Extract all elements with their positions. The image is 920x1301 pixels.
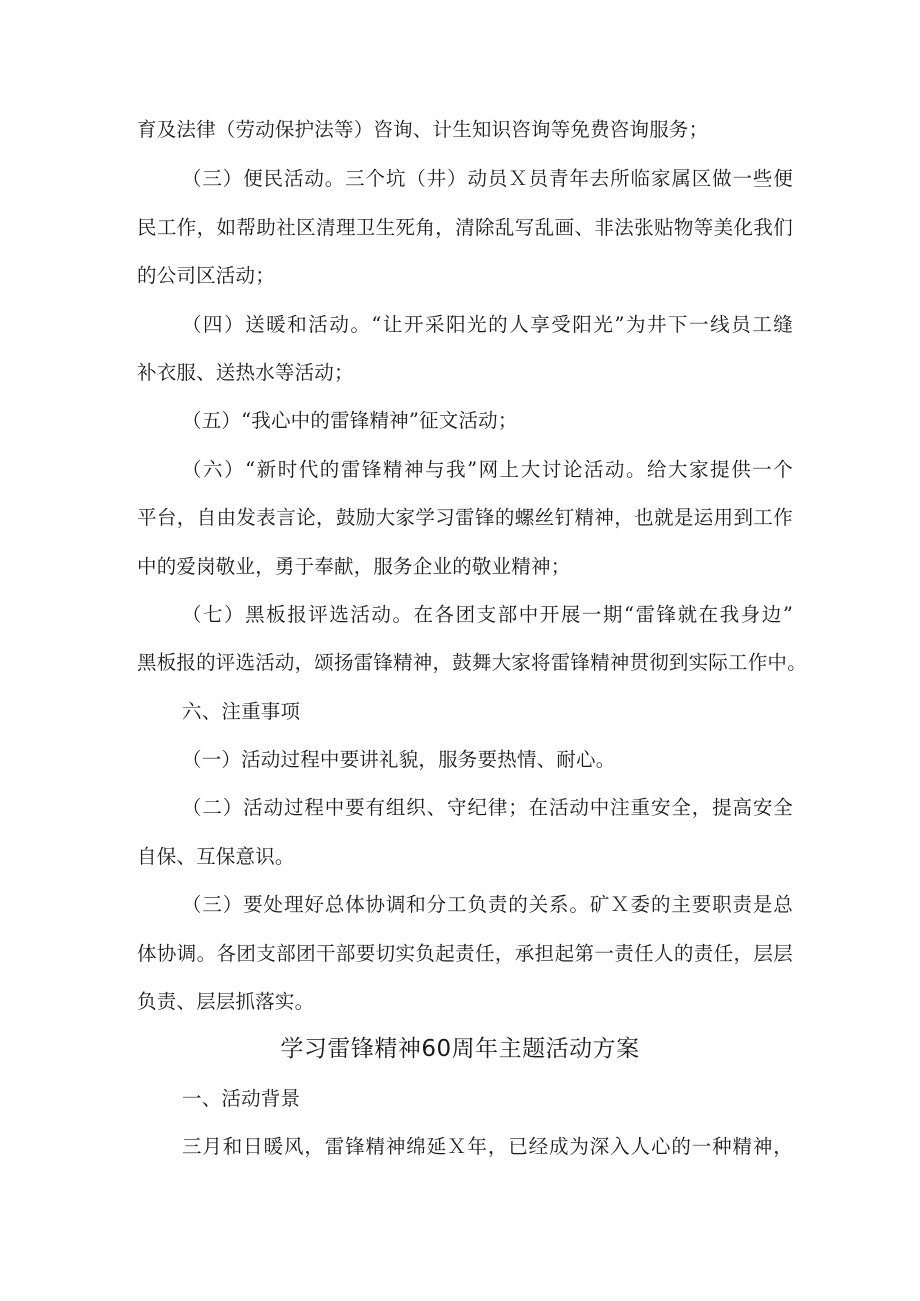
paragraph-line: 中的爱岗敬业，勇于奉献，服务企业的敬业精神； <box>137 555 571 578</box>
paragraph-line: （六）“新时代的雷锋精神与我”网上大讨论活动。给大家提供一个 <box>182 458 793 481</box>
paragraph-line: 负责、层层抓落实。 <box>137 990 315 1013</box>
paragraph-line: （二）活动过程中要有组织、守纪律；在活动中注重安全，提高安全 <box>182 796 793 819</box>
paragraph-line: 三月和日暖风，雷锋精神绵延Ｘ年，已经成为深入人心的一种精神， <box>182 1135 793 1158</box>
paragraph-line: 民工作，如帮助社区清理卫生死角，清除乱写乱画、非法张贴物等美化我们 <box>137 216 793 239</box>
section-heading: 一、活动背景 <box>182 1087 301 1110</box>
paragraph-line: 补衣服、送热水等活动； <box>137 361 354 384</box>
paragraph-line: （三）便民活动。三个坑（井）动员Ｘ员青年去所临家属区做一些便 <box>182 167 793 190</box>
paragraph-line: 平台，自由发表言论，鼓励大家学习雷锋的螺丝钉精神，也就是运用到工作 <box>137 506 793 529</box>
paragraph-line: （一）活动过程中要讲礼貌，服务要热情、耐心。 <box>182 748 616 771</box>
paragraph-line: 体协调。各团支部团干部要切实负起责任，承担起第一责任人的责任，层层 <box>137 942 793 965</box>
paragraph-line: （四）送暖和活动。“让开采阳光的人享受阳光”为井下一线员工缝 <box>182 313 793 336</box>
paragraph-line: 自保、互保意识。 <box>137 845 295 868</box>
paragraph-line: （五）“我心中的雷锋精神”征文活动； <box>182 409 518 432</box>
paragraph-line: （三）要处理好总体协调和分工负责的关系。矿Ｘ委的主要职责是总 <box>182 893 793 916</box>
paragraph-line: 育及法律（劳动保护法等）咨询、计生知识咨询等免费咨询服务； <box>137 118 709 141</box>
document-title: 学习雷锋精神60周年主题活动方案 <box>280 1036 640 1062</box>
section-heading: 六、注重事项 <box>182 700 301 723</box>
paragraph-line: （七）黑板报评选活动。在各团支部中开展一期“雷锋就在我身边” <box>182 603 793 626</box>
paragraph-line: 黑板报的评选活动，颂扬雷锋精神，鼓舞大家将雷锋精神贯彻到实际工作中。 <box>137 651 807 674</box>
paragraph-line: 的公司区活动； <box>137 264 275 287</box>
